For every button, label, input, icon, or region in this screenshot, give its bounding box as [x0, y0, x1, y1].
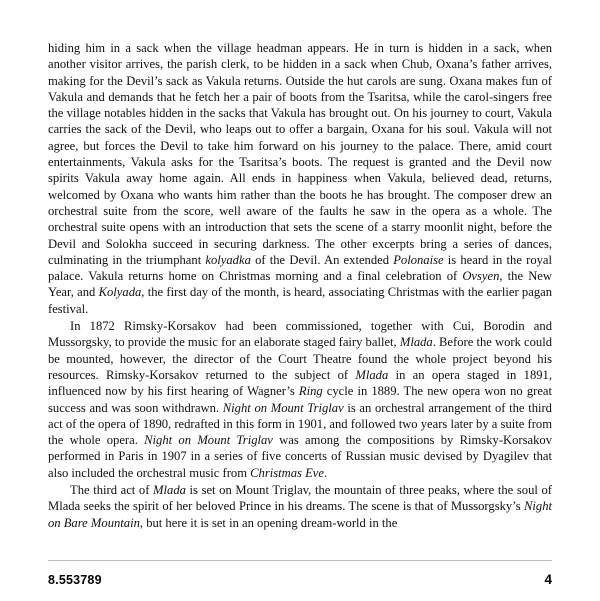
catalogue-number: 8.553789	[48, 573, 102, 587]
document-body	[48, 40, 552, 531]
page-number: 4	[544, 572, 552, 587]
paragraph: hiding him in a sack when the village headman appears. He in turn is hidden in a sack, when another visitor arrives, the parish clerk, to be hidden in a sack when Chub, Oxana’s father arrives, making for the Devil’s sack as Vakula returns. Outside the hut carols are sung. Oxana makes fun of Vakula and demands that he fetch her a pair of boots from the Tsaritsa, while the carol-singers free the village notables hidden in the sacks that Vakula has brought out. On his journey to court, Vakula carries the sack of the Devil, who leaps out to offer a bargain, Oxana for his soul. Vakula will not agree, but forces the Devil to take him forward on his journey to the palace. There, amid court entertainments, Vakula asks for the Tsaritsa’s boots. The request is granted and the Devil now spirits Vakula away home again. All ends in happiness when Vakula, believed dead, returns, welcomed by Oxana who wants him rather than the boots he has brought. The composer drew an orchestral suite from the score, well aware of the faults he saw in the opera as a whole. The orchestral suite opens with an introduction that sets the scene of a starry moonlit night, before the Devil and Solokha succeed in securing darkness. The other excerpts bring a series of dances, culminating in the triumphant kolyadka of the Devil. An extended Polonaise is heard in the royal palace. Vakula returns home on Christmas morning and a final celebration of Ovsyen, the New Year, and Kolyada, the first day of the month, is heard, associating Christmas with the earlier pagan festival.	[48, 41, 553, 316]
paragraph: In 1872 Rimsky-Korsakov had been commissioned, together with Cui, Borodin and Mussorgsky, to provide the music for an elaborate staged fairy ballet, Mlada. Before the work could be mounted, however, the director of the Court Theatre found the whole project beyond his resources. Rimsky-Korsakov returned to the subject of Mlada in an opera staged in 1891, influenced now by his first hearing of Wagner’s Ring cycle in 1889. The new opera won no great success and was soon withdrawn. Night on Mount Triglav is an orchestral arrangement of the third act of the opera of 1890, redrafted in this form in 1901, and followed two years later by a suite from the whole opera. Night on Mount Triglav was among the compositions by Rimsky-Korsakov performed in Paris in 1907 in a series of five concerts of Russian music devised by Dyagilev that also included the orchestral music from Christmas Eve.	[48, 319, 552, 480]
page-footer	[48, 572, 552, 587]
footer-divider	[48, 560, 552, 561]
paragraph: The third act of Mlada is set on Mount Triglav, the mountain of three peaks, where the soul of Mlada seeks the spirit of her beloved Prince in his dreams. The scene is that of Mussorgsky’s Night on Bare Mountain, but here it is set in an opening dream-world in the	[48, 483, 552, 530]
